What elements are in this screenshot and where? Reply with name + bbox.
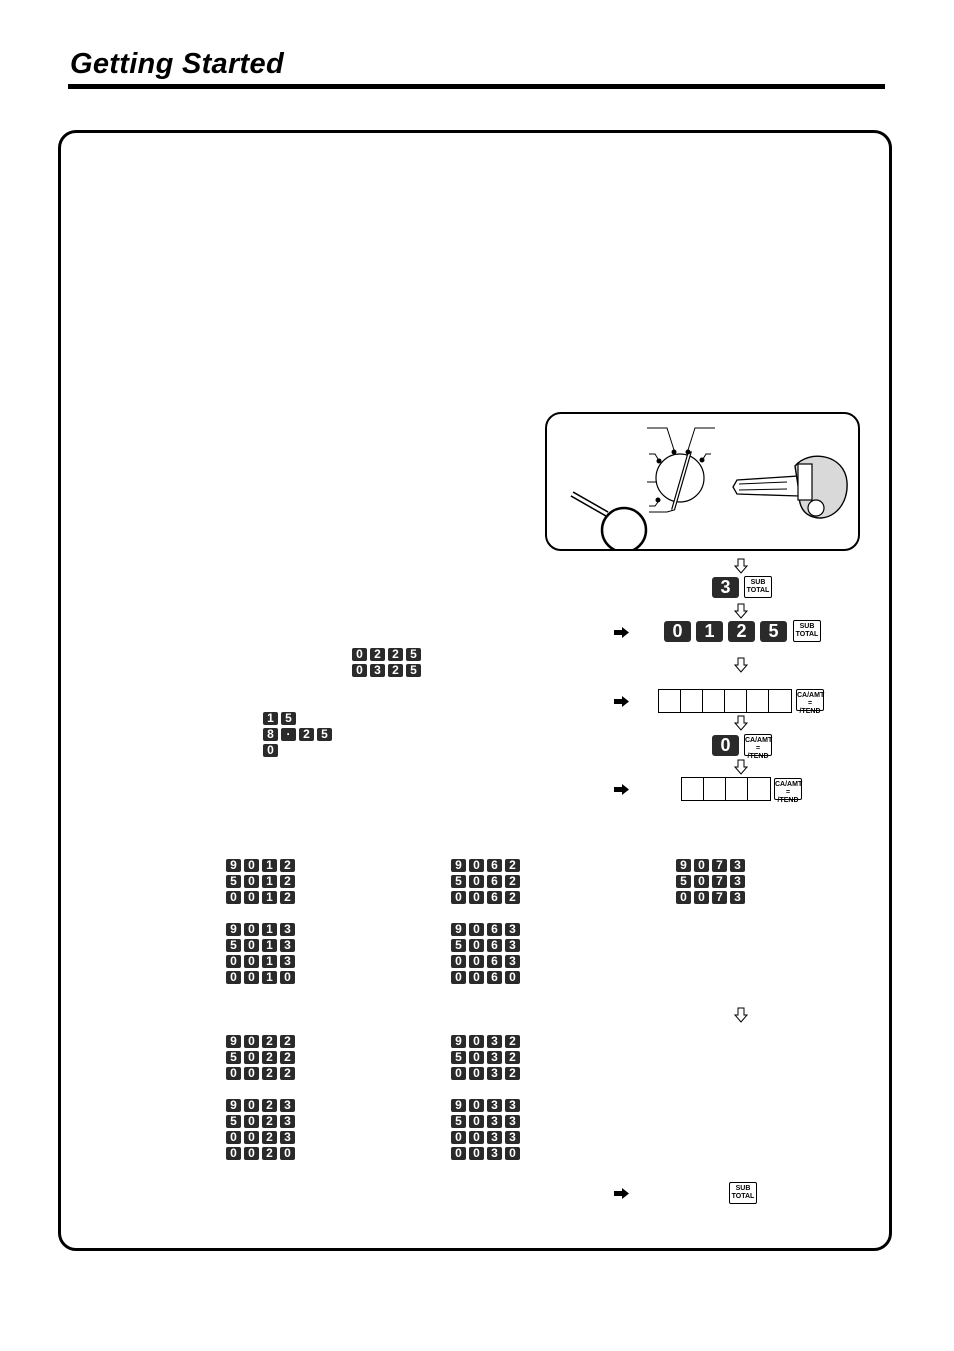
key-sequence-row [451, 1051, 520, 1064]
number-key[interactable]: 3 [280, 1131, 295, 1144]
key-label: TOTAL [746, 587, 770, 594]
number-key[interactable]: 7 [712, 859, 727, 872]
number-key[interactable]: 5 [451, 1115, 466, 1128]
key-sequence-row [226, 859, 295, 872]
number-key[interactable]: 5 [226, 875, 241, 888]
number-key[interactable]: 2 [505, 891, 520, 904]
number-key[interactable]: 0 [280, 1147, 295, 1160]
number-key[interactable]: 0 [694, 891, 709, 904]
key-label: SUB [750, 579, 766, 586]
number-key[interactable]: 2 [262, 1131, 277, 1144]
number-key[interactable]: 3 [280, 1099, 295, 1112]
key-sequence-row [451, 955, 520, 968]
number-key[interactable]: 2 [370, 648, 385, 661]
number-key[interactable]: 0 [244, 955, 259, 968]
number-key[interactable]: 9 [451, 1035, 466, 1048]
number-key[interactable]: 0 [469, 1115, 484, 1128]
number-key[interactable]: 6 [487, 859, 502, 872]
number-key[interactable]: 1 [262, 875, 277, 888]
number-key[interactable]: 6 [487, 955, 502, 968]
number-key[interactable]: 1 [262, 859, 277, 872]
mode-key-icon [733, 456, 847, 518]
number-key[interactable]: 2 [280, 1035, 295, 1048]
key-sequence-row [226, 955, 295, 968]
number-key[interactable]: 2 [505, 1035, 520, 1048]
number-key[interactable]: 6 [487, 939, 502, 952]
right-arrow-icon [613, 783, 630, 796]
title-rule [68, 84, 885, 89]
key-label: SUB [735, 1185, 751, 1192]
key-sequence-row [451, 1131, 520, 1144]
number-key[interactable]: 0 [664, 621, 691, 642]
number-key[interactable]: 0 [451, 955, 466, 968]
number-key[interactable]: 0 [352, 664, 367, 677]
number-key[interactable]: 0 [469, 1147, 484, 1160]
step4-keys [712, 735, 739, 756]
number-key[interactable]: 0 [244, 971, 259, 984]
number-key[interactable]: 0 [352, 648, 367, 661]
number-key[interactable]: 2 [728, 621, 755, 642]
number-key[interactable]: 9 [226, 1035, 241, 1048]
key-sequence-row [226, 971, 295, 984]
key-label: TOTAL [731, 1193, 755, 1200]
key-sequence-row [226, 875, 295, 888]
cash-tend-key[interactable] [744, 734, 773, 760]
number-key[interactable]: 5 [281, 712, 296, 725]
number-key[interactable]: 1 [262, 939, 277, 952]
key-label: SUB [799, 623, 815, 630]
number-key[interactable]: 6 [487, 971, 502, 984]
number-key[interactable]: 0 [244, 1099, 259, 1112]
number-key[interactable]: 5 [317, 728, 332, 741]
number-key[interactable]: 5 [226, 1115, 241, 1128]
number-key[interactable]: 0 [451, 891, 466, 904]
step1-keys [712, 577, 739, 598]
number-key[interactable]: 2 [388, 648, 403, 661]
number-key[interactable]: 3 [487, 1115, 502, 1128]
key-sequence-row [226, 923, 295, 936]
number-key[interactable]: 0 [694, 875, 709, 888]
step2-keys [664, 621, 787, 642]
number-key[interactable]: 3 [505, 1099, 520, 1112]
mode-switch-illustration [545, 412, 860, 551]
number-key[interactable]: · [281, 728, 296, 741]
number-key[interactable]: 2 [505, 859, 520, 872]
number-key[interactable]: 1 [263, 712, 278, 725]
number-key[interactable]: 0 [226, 891, 241, 904]
number-key[interactable]: 2 [505, 875, 520, 888]
right-arrow-icon [613, 626, 630, 639]
number-key[interactable]: 0 [244, 859, 259, 872]
number-key[interactable]: 3 [712, 577, 739, 598]
number-key[interactable]: 0 [244, 1051, 259, 1064]
number-key[interactable]: 5 [406, 648, 421, 661]
number-key[interactable]: 0 [263, 744, 278, 757]
key-sequence-row [352, 664, 421, 677]
number-key[interactable]: 2 [262, 1099, 277, 1112]
key-sequence-row [451, 1099, 520, 1112]
subtotal-key[interactable] [744, 576, 772, 598]
number-key[interactable]: 0 [469, 891, 484, 904]
number-key[interactable]: 1 [262, 923, 277, 936]
number-key[interactable]: 3 [487, 1147, 502, 1160]
number-key[interactable]: 0 [676, 891, 691, 904]
page-title: Getting Started [70, 48, 284, 80]
mode-switch-icon [547, 414, 858, 549]
key-sequence-row [226, 1067, 295, 1080]
key-sequence-row [263, 712, 296, 725]
key-label: CA/AMT [775, 781, 803, 788]
number-key[interactable]: 2 [262, 1035, 277, 1048]
number-key[interactable]: 3 [505, 939, 520, 952]
number-key[interactable]: 0 [226, 955, 241, 968]
number-key[interactable]: 0 [244, 1131, 259, 1144]
number-key[interactable]: 3 [280, 955, 295, 968]
number-key[interactable]: 2 [262, 1067, 277, 1080]
number-key[interactable]: 0 [451, 1147, 466, 1160]
key-sequence-row [226, 1035, 295, 1048]
number-key[interactable]: 3 [730, 875, 745, 888]
number-key[interactable]: 0 [469, 1099, 484, 1112]
number-key[interactable]: 3 [505, 1131, 520, 1144]
key-sequence-row [451, 875, 520, 888]
number-key[interactable]: 2 [262, 1051, 277, 1064]
key-sequence-row [263, 744, 278, 757]
key-label: CA/AMT [745, 737, 773, 744]
down-arrow-icon [734, 715, 748, 731]
key-sequence-row [451, 1147, 520, 1160]
number-key[interactable]: 3 [505, 923, 520, 936]
number-key[interactable]: 0 [226, 1131, 241, 1144]
number-key[interactable]: 5 [451, 1051, 466, 1064]
number-key[interactable]: 7 [712, 875, 727, 888]
number-key[interactable]: 2 [505, 1067, 520, 1080]
key-sequence-row [226, 1147, 295, 1160]
key-label: = /TEND [777, 789, 799, 804]
number-key[interactable]: 0 [244, 891, 259, 904]
number-key[interactable]: 2 [280, 1067, 295, 1080]
number-key[interactable]: 9 [451, 923, 466, 936]
number-key[interactable]: 3 [370, 664, 385, 677]
number-key[interactable]: 0 [469, 875, 484, 888]
number-key[interactable]: 0 [694, 859, 709, 872]
number-key[interactable]: 2 [280, 875, 295, 888]
down-arrow-icon [734, 759, 748, 775]
key-label: = /TEND [747, 745, 769, 760]
key-sequence-row [226, 1131, 295, 1144]
number-key[interactable]: 0 [451, 1067, 466, 1080]
key-sequence-row [451, 971, 520, 984]
cash-tend-key[interactable] [774, 778, 803, 804]
number-key[interactable]: 5 [451, 939, 466, 952]
number-key[interactable]: 0 [505, 1147, 520, 1160]
number-key[interactable]: 0 [226, 971, 241, 984]
number-key[interactable]: 6 [487, 891, 502, 904]
number-key[interactable]: 9 [226, 1099, 241, 1112]
number-key[interactable]: 5 [451, 875, 466, 888]
key-sequence-row [676, 891, 745, 904]
number-key[interactable]: 3 [730, 859, 745, 872]
key-sequence-row [451, 923, 520, 936]
key-sequence-row [451, 1035, 520, 1048]
number-key[interactable]: 0 [226, 1067, 241, 1080]
digit-entry-boxes-4 [681, 777, 771, 801]
subtotal-key[interactable] [729, 1182, 757, 1204]
number-key[interactable]: 1 [696, 621, 723, 642]
number-key[interactable]: 0 [469, 859, 484, 872]
right-arrow-icon [613, 1187, 630, 1200]
number-key[interactable]: 8 [263, 728, 278, 741]
number-key[interactable]: 3 [505, 1115, 520, 1128]
number-key[interactable]: 3 [487, 1035, 502, 1048]
number-key[interactable]: 2 [262, 1147, 277, 1160]
key-sequence-row [226, 1051, 295, 1064]
number-key[interactable]: 9 [451, 1099, 466, 1112]
number-key[interactable]: 7 [712, 891, 727, 904]
key-sequence-row [226, 939, 295, 952]
number-key[interactable]: 0 [469, 971, 484, 984]
number-key[interactable]: 3 [280, 923, 295, 936]
number-key[interactable]: 0 [280, 971, 295, 984]
number-key[interactable]: 0 [469, 939, 484, 952]
number-key[interactable]: 2 [388, 664, 403, 677]
number-key[interactable]: 0 [244, 875, 259, 888]
key-sequence-row [226, 1115, 295, 1128]
number-key[interactable]: 3 [487, 1131, 502, 1144]
number-key[interactable]: 0 [244, 1147, 259, 1160]
number-key[interactable]: 3 [280, 1115, 295, 1128]
key-label: TOTAL [795, 631, 819, 638]
key-sequence-row [451, 1115, 520, 1128]
number-key[interactable]: 0 [469, 955, 484, 968]
down-arrow-icon [734, 1007, 748, 1023]
number-key[interactable]: 2 [505, 1051, 520, 1064]
key-label: = /TEND [799, 700, 821, 715]
number-key[interactable]: 9 [226, 923, 241, 936]
number-key[interactable]: 5 [226, 1051, 241, 1064]
number-key[interactable]: 9 [676, 859, 691, 872]
number-key[interactable]: 0 [244, 1115, 259, 1128]
number-key[interactable]: 0 [244, 1035, 259, 1048]
number-key[interactable]: 2 [299, 728, 314, 741]
number-key[interactable]: 5 [760, 621, 787, 642]
number-key[interactable]: 3 [505, 955, 520, 968]
down-arrow-icon [734, 657, 748, 673]
key-sequence-row [676, 875, 745, 888]
number-key[interactable]: 5 [676, 875, 691, 888]
number-key[interactable]: 0 [451, 1131, 466, 1144]
number-key[interactable]: 3 [487, 1067, 502, 1080]
key-sequence-row [676, 859, 745, 872]
number-key[interactable]: 1 [262, 971, 277, 984]
number-key[interactable]: 0 [469, 1067, 484, 1080]
key-sequence-row [451, 939, 520, 952]
number-key[interactable]: 0 [244, 939, 259, 952]
key-sequence-row [226, 891, 295, 904]
number-key[interactable]: 1 [262, 955, 277, 968]
number-key[interactable]: 9 [451, 859, 466, 872]
key-sequence-row [451, 891, 520, 904]
number-key[interactable]: 0 [244, 1067, 259, 1080]
number-key[interactable]: 9 [226, 859, 241, 872]
down-arrow-icon [734, 558, 748, 574]
digit-entry-boxes-6 [658, 689, 792, 713]
key-sequence-row [451, 859, 520, 872]
down-arrow-icon [734, 603, 748, 619]
number-key[interactable]: 6 [487, 923, 502, 936]
number-key[interactable]: 0 [469, 1131, 484, 1144]
number-key[interactable]: 5 [406, 664, 421, 677]
number-key[interactable]: 0 [505, 971, 520, 984]
number-key[interactable]: 0 [451, 971, 466, 984]
number-key[interactable]: 5 [226, 939, 241, 952]
number-key[interactable]: 2 [262, 1115, 277, 1128]
number-key[interactable]: 2 [280, 859, 295, 872]
number-key[interactable]: 3 [487, 1099, 502, 1112]
right-arrow-icon [613, 695, 630, 708]
key-sequence-row [226, 1099, 295, 1112]
number-key[interactable]: 1 [262, 891, 277, 904]
number-key[interactable]: 0 [244, 923, 259, 936]
number-key[interactable]: 0 [226, 1147, 241, 1160]
number-key[interactable]: 0 [469, 923, 484, 936]
number-key[interactable]: 0 [469, 1051, 484, 1064]
subtotal-key[interactable] [793, 620, 821, 642]
number-key[interactable]: 3 [280, 939, 295, 952]
key-sequence-row [451, 1067, 520, 1080]
cash-tend-key[interactable] [796, 689, 825, 715]
number-key[interactable]: 3 [487, 1051, 502, 1064]
number-key[interactable]: 3 [730, 891, 745, 904]
key-label: CA/AMT [797, 692, 825, 699]
key-sequence-row [352, 648, 421, 661]
number-key[interactable]: 0 [712, 735, 739, 756]
key-sequence-row [263, 728, 332, 741]
number-key[interactable]: 0 [469, 1035, 484, 1048]
number-key[interactable]: 2 [280, 1051, 295, 1064]
number-key[interactable]: 6 [487, 875, 502, 888]
number-key[interactable]: 2 [280, 891, 295, 904]
